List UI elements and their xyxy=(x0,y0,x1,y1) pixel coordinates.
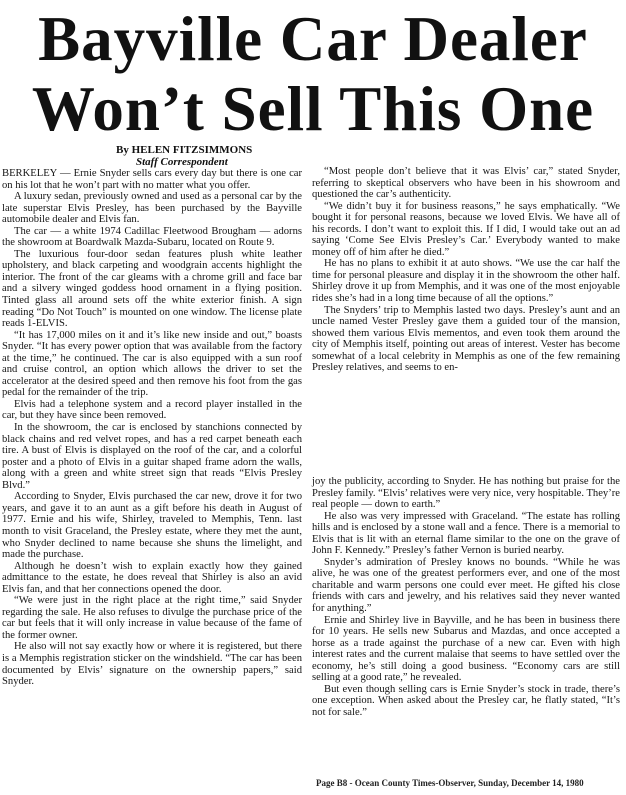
headline-line-2: Won’t Sell This One xyxy=(31,74,595,144)
staff-credit: Staff Correspondent xyxy=(136,156,228,168)
paragraph: Snyder’s admiration of Presley knows no bounds. “While he was alive, he was one of the greatest performers ever, and one of the most charitable and warm persons one could ever meet. He gifted his close friends with cars and jewelry, and his relatives said they never wanted for anything.” xyxy=(312,556,620,615)
paragraph: He also was very impressed with Graceland. “The estate has rolling hills and is enclosed by a stone wall and a fence. There is a memorial to Elvis that is lit with an eternal flame similar to the one on the grave of John F. Kennedy.” Presley’s father Vernon is buried nearby. xyxy=(312,510,620,557)
headline-line-1: Bayville Car Dealer xyxy=(38,4,588,74)
paragraph: Ernie and Shirley live in Bayville, and he has been in business there for 10 years. He sells new Subarus and Mazdas, and once accepted a horse as a trade against the purchase of a new car. Even with high interest rates and the current malaise that seems to have settled over the economy, he’s still doing a good business. “Economy cars are still selling at a good rate,” he revealed. xyxy=(312,614,620,684)
page-footer: Page B8 - Ocean County Times-Observer, Sunday, December 14, 1980 xyxy=(316,778,584,788)
paragraph: He also will not say exactly how or where it is registered, but there is a Memphis registration sticker on the windshield. “The car has been documented by Elvis’ signature on the ownership papers,” said Snyder. xyxy=(2,641,302,688)
column-right-bottom xyxy=(312,476,620,718)
column-left xyxy=(2,168,302,688)
paragraph: “Most people don’t believe that it was Elvis’ car,” stated Snyder, referring to skeptical observers who have been in his showroom and questioned the car’s authenticity. xyxy=(312,166,620,201)
paragraph: joy the publicity, according to Snyder. He has nothing but praise for the Presley family. “Elvis’ relatives were very nice, very hospitable. They’re real people — down to earth.” xyxy=(312,476,620,511)
byline: By HELEN FITZSIMMONS xyxy=(116,144,253,156)
paragraph: “We didn’t buy it for business reasons,” he says emphatically. “We bought it for personal reasons, because we loved Elvis. We have all of his records. I don’t want to exploit this. If I did, I would take out an ad saying ‘Come See Elvis Presley’s Car.’ Everybody wanted to make money off of him after he died.” xyxy=(312,200,620,258)
paragraph: Elvis had a telephone system and a record player installed in the car, but they have since been removed. xyxy=(2,398,302,422)
paragraph: BERKELEY — Ernie Snyder sells cars every day but there is one car on his lot that he won’t part with no matter what you offer. xyxy=(2,168,302,191)
paragraph: The luxurious four-door sedan features plush white leather upholstery, and black carpeting and woodgrain accents highlight the interior. The front of the car gleams with a chrome grill and face bar and a silvery winged goddess hood ornament in a flying position. Tinted glass all around sets off the white exterior finish. A sign reading “Do Not Touch” is mounted on one window. The license plate reads 1-ELVIS. xyxy=(2,248,302,330)
paragraph: In the showroom, the car is enclosed by stanchions connected by black chains and red velvet ropes, and has a red carpet beneath each tire. A bust of Elvis is displayed on the roof of the car, and a colorful poster and a photo of Elvis in a guitar shaped frame adorn the walls, along with a green and white street sign that reads “Elvis Presley Blvd.” xyxy=(2,422,302,491)
column-right-top xyxy=(312,166,620,374)
headline xyxy=(0,4,626,144)
paragraph: “We were just in the right place at the right time,” said Snyder regarding the sale. He also refuses to divulge the purchase price of the car but feels that it will only increase in value because of the fame of the former owner. xyxy=(2,595,302,641)
paragraph: According to Snyder, Elvis purchased the car new, drove it for two years, and gave it to an aunt as a gift before his death in August of 1977. Ernie and his wife, Shirley, traveled to Memphis, Tenn. last month to visit Graceland, the Presley estate, where they met the aunt, who Snyder declined to name because she shuns the limelight, and made the purchase. xyxy=(2,491,302,561)
paragraph: He has no plans to exhibit it at auto shows. “We use the car half the time for personal pleasure and display it in the showroom the other half. Shirley drove it up from Memphis, and it was one of the most enjoyable rides she’s had in a long time because of all the options.” xyxy=(312,258,620,305)
paragraph: A luxury sedan, previously owned and used as a personal car by the late superstar Elvis Presley, has been purchased by the Bayville automobile dealer and Elvis fan. xyxy=(2,191,302,226)
paragraph: The car — a white 1974 Cadillac Fleetwood Brougham — adorns the showroom at Boardwalk Mazda-Subaru, located on Route 9. xyxy=(2,225,302,249)
paragraph: The Snyders’ trip to Memphis lasted two days. Presley’s aunt and an uncle named Vester Presley gave them a guided tour of the mansion, showed them various Elvis mementos, and even took them around the city of Memphis itself, pointing out areas of interest. Vester has become somewhat of a local celebrity in Memphis as one of the few remaining Presley relatives, and seems to en- xyxy=(312,304,620,374)
paragraph: Although he doesn’t wish to explain exactly how they gained admittance to the estate, he does reveal that Shirley is also an avid Elvis fan, and that her connections opened the door. xyxy=(2,560,302,595)
paragraph: But even though selling cars is Ernie Snyder’s stock in trade, there’s one exception. When asked about the Presley car, he flatly stated, “It’s not for sale.” xyxy=(312,683,620,718)
paragraph: “It has 17,000 miles on it and it’s like new inside and out,” boasts Snyder. “It has every power option that was available from the factory at the time,” he continued. The car is also equipped with a sun roof and cruise control, an option which allows the driver to set the accelerator at the desired speed and then remove his foot from the gas pedal for the remainder of the trip. xyxy=(2,329,302,399)
